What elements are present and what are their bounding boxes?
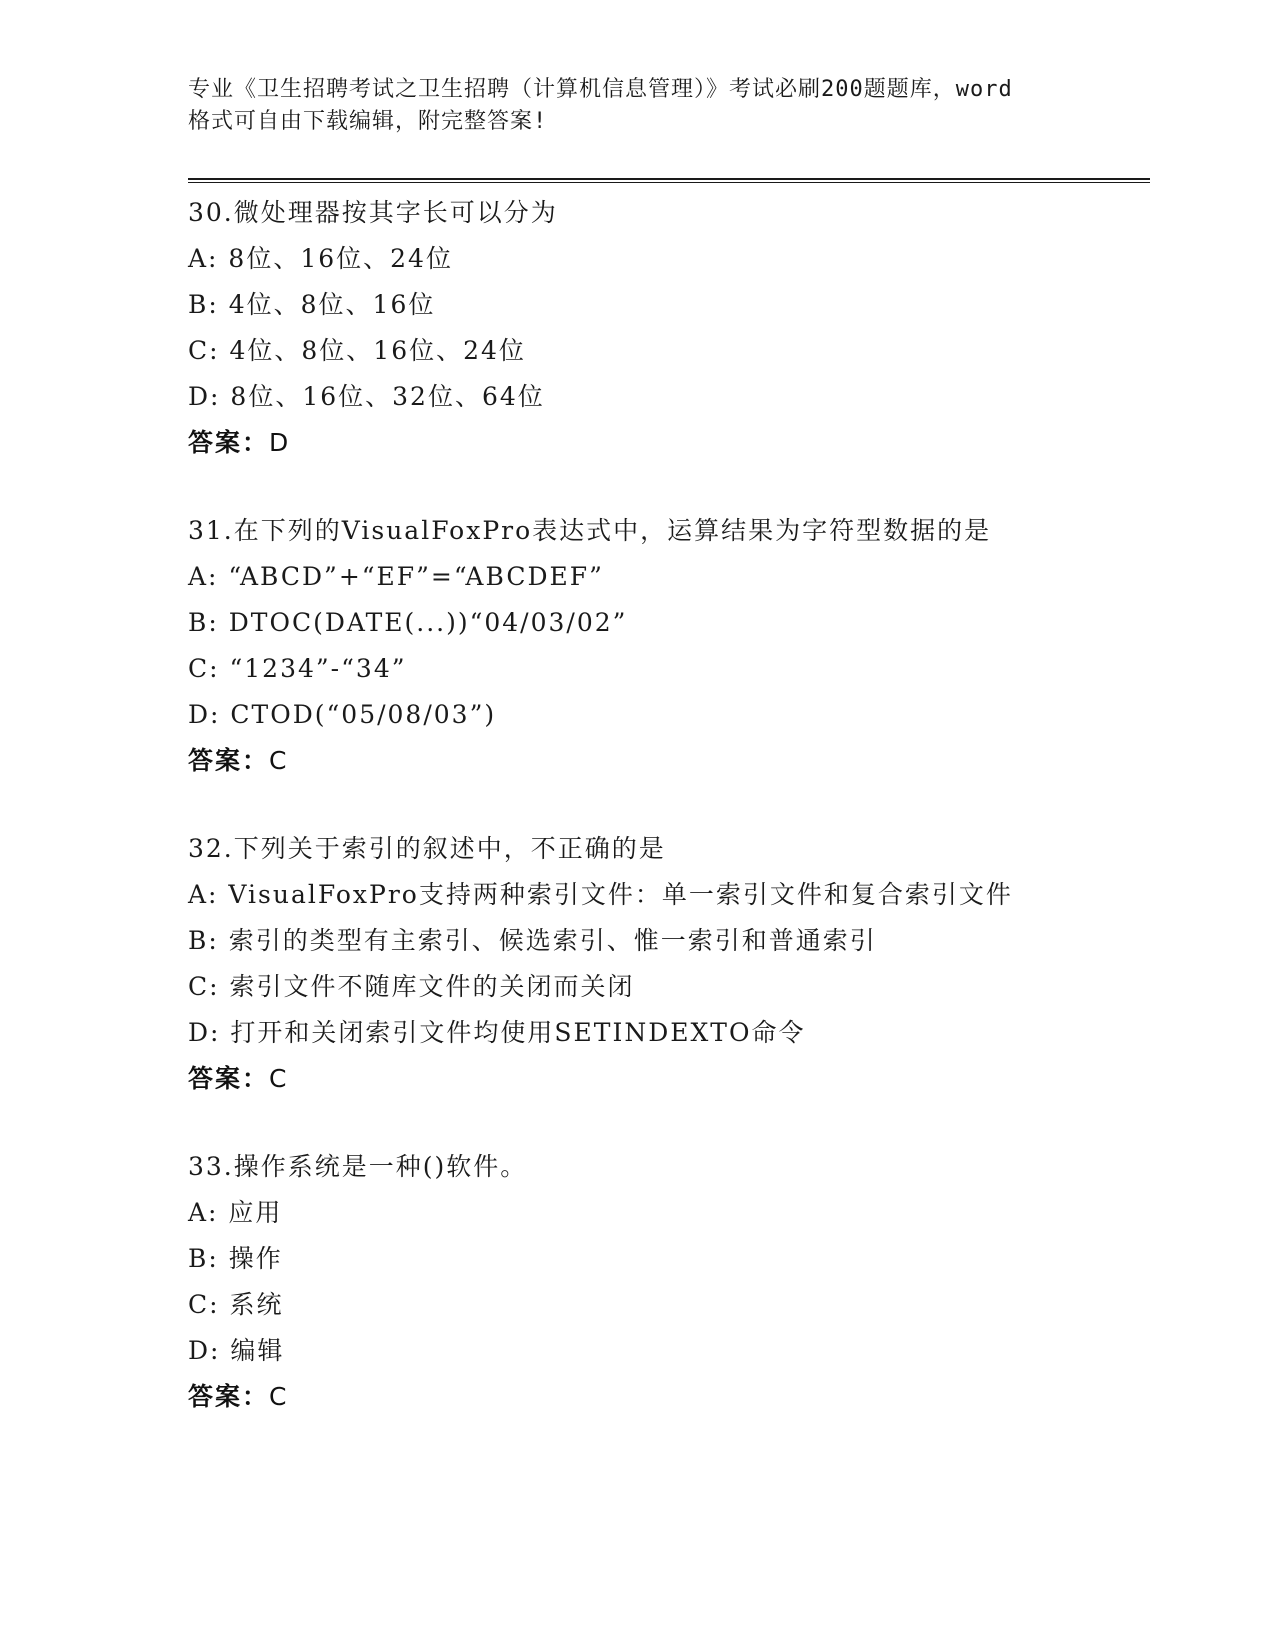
header-divider-thin [188,182,1150,183]
option-a: A: VisualFoxPro支持两种索引文件：单一索引文件和复合索引文件 [188,880,1013,909]
option-d: D: 编辑 [188,1336,285,1365]
option-c: C: “1234”-“34” [188,654,407,683]
answer-line [188,738,1148,784]
answer-label: 答案： [188,746,270,775]
option-d: D: CTOD(“05/08/03”) [188,700,497,729]
question-33 [188,1144,1148,1420]
header-line-2: 格式可自由下载编辑，附完整答案! [188,109,548,134]
option-a: A: 8位、16位、24位 [188,244,453,273]
document-header [188,74,1088,138]
answer-label: 答案： [188,428,270,457]
answer-value: C [269,1382,289,1411]
header-divider-thick [188,178,1150,180]
option-d: D: 8位、16位、32位、64位 [188,382,545,411]
option-c: C: 4位、8位、16位、24位 [188,336,526,365]
question-list [188,190,1148,1462]
question-30 [188,190,1148,466]
question-stem: 33.操作系统是一种()软件。 [188,1152,528,1181]
option-d: D: 打开和关闭索引文件均使用SETINDEXTO命令 [188,1018,806,1047]
answer-value: C [269,1064,289,1093]
option-a: A: “ABCD”+“EF”=“ABCDEF” [188,562,604,591]
question-stem: 30.微处理器按其字长可以分为 [188,198,558,227]
header-line-1: 专业《卫生招聘考试之卫生招聘（计算机信息管理）》考试必刷200题题库，word [188,77,1013,102]
answer-label: 答案： [188,1382,270,1411]
option-b: B: 索引的类型有主索引、候选索引、惟一索引和普通索引 [188,926,877,955]
option-b: B: DTOC(DATE(...))“04/03/02” [188,608,628,637]
answer-line [188,1374,1148,1420]
option-b: B: 4位、8位、16位 [188,290,436,319]
question-stem: 32.下列关于索引的叙述中，不正确的是 [188,834,666,863]
question-32 [188,826,1148,1102]
option-a: A: 应用 [188,1198,283,1227]
question-31 [188,508,1148,784]
answer-line [188,1056,1148,1102]
option-b: B: 操作 [188,1244,283,1273]
answer-label: 答案： [188,1064,270,1093]
answer-line [188,420,1148,466]
option-c: C: 系统 [188,1290,284,1319]
question-stem: 31.在下列的VisualFoxPro表达式中，运算结果为字符型数据的是 [188,516,992,545]
answer-value: D [269,428,291,457]
answer-value: C [269,746,289,775]
option-c: C: 索引文件不随库文件的关闭而关闭 [188,972,635,1001]
